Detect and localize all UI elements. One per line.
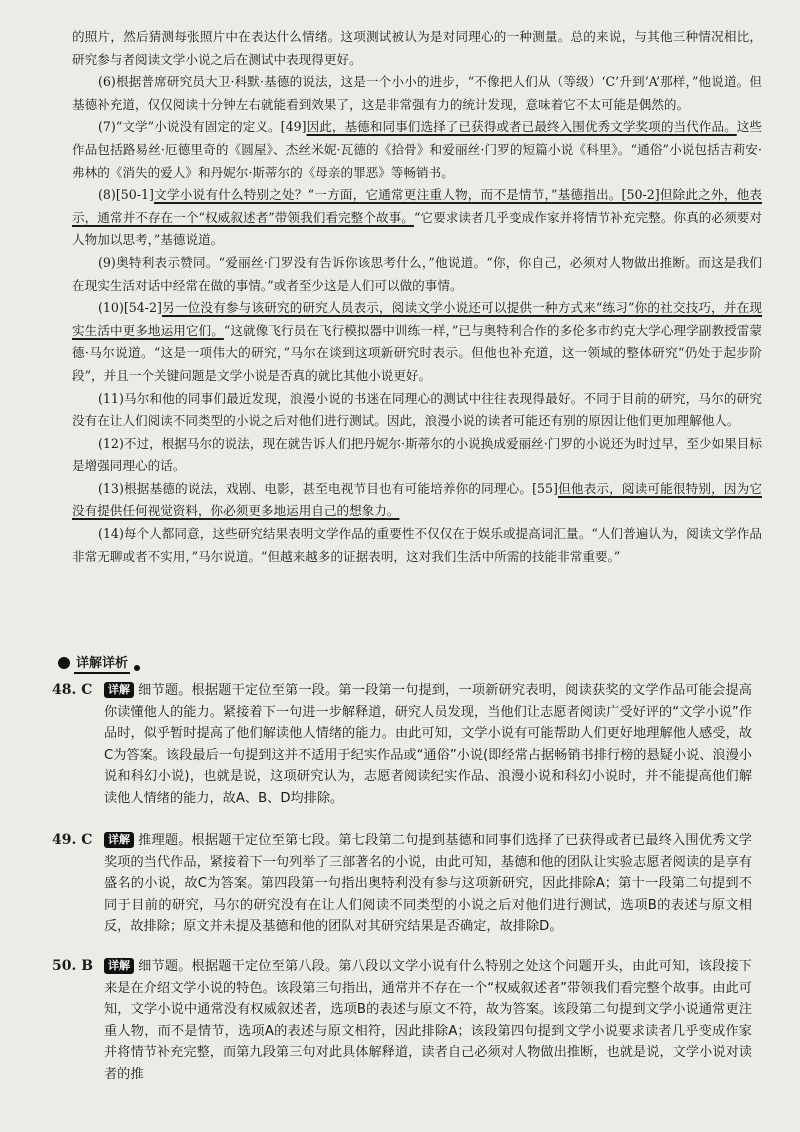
underlined-answer-text: 但他表示，阅读可能很特别，因为它没有提供任何视觉资料，你必须更多地运用自己的想象力。 xyxy=(72,480,762,519)
paragraph-text: (13)根据基德的说法，戏剧、电影，甚至电视节目也有可能培养你的同理心。[55] xyxy=(98,480,558,496)
answer-number: 48. C xyxy=(52,682,93,698)
translation-section xyxy=(72,26,762,568)
paragraph-text: (9)奥特利表示赞同。“爱丽丝·门罗没有告诉你该思考什么，”他说道。“你，你自己，必须对人物做出推断。而这是我们在现实生活对话中经常在做的事情。”或者至少这是人们可以做的事情。 xyxy=(72,254,762,293)
paragraph-11 xyxy=(72,388,762,433)
answer-number: 49. C xyxy=(52,832,93,848)
answer-text: 细节题。根据题干定位至第八段。第八段以文学小说有什么特别之处这个问题开头，由此可知，该段接下来是在介绍文学小说的特色。该段第三句指出，通常并不存在一个“权威叙述者”带领我们看完整个故事。由此可知，文学小说中通常没有权威叙述者，选项B的表述与原文不符，故为答案。该段第二句提到文学小说通常更注重人物，而不是情节，选项A的表述与原文相符，因此排除A；该段第四句提到文学小说要求读者几乎变成作家并将情节补充完整，而第九段第三句对此具体解释道，读者自己必须对人物做出推断，也就是说，文学小说对读者的推 xyxy=(104,959,752,1082)
paragraph-5-end xyxy=(72,26,762,71)
answer-49 xyxy=(52,830,752,938)
underlined-answer-text: 但除此之外，他表示，通常并不存在一个“权威叙述者”带领我们看完整个故事。 xyxy=(72,187,763,225)
section-header: 详解详析 xyxy=(74,652,130,674)
paragraph-text: (11)马尔和他的同事们最近发现，浪漫小说的书迷在同理心的测试中往往表现得最好。不同于目前的研究，马尔的研究没有在让人们阅读不同类型的小说之后对他们进行测试。因此，浪漫小说的读者可能还有别的原因让他们更加理解他人。 xyxy=(72,390,762,429)
paragraph-10 xyxy=(72,297,762,387)
paragraph-text: (6)根据普席研究员大卫·科默·基德的说法，这是一个小小的进步，“不像把人们从（等级）‘C’升到‘A’那样，”他说道。但基德补充道，仅仅阅读十分钟左右就能看到效果了，这是非常强有力的统计发现，意味着它不太可能是偶然的。 xyxy=(72,74,762,112)
explanation-tag: 详解 xyxy=(104,958,134,974)
dot-icon xyxy=(134,665,140,671)
underlined-answer-text: 文学小说有什么特别之处？“一方面，它通常更注重人物，而不是情节，”基德指出。[50-2] xyxy=(153,187,660,203)
explanation-tag: 详解 xyxy=(104,832,134,848)
answer-text: 细节题。根据题干定位至第一段。第一段第一句提到，一项新研究表明，阅读获奖的文学作品可能会提高你读懂他人的能力。紧接着下一句进一步解释道，研究人员发现，当他们让志愿者阅读广受好评的“文学小说”作品时，似乎暂时提高了他们解读他人情绪的能力。由此可知，文学小说有可能帮助人们更好地理解他人感受，故C为答案。该段最后一句提到这并不适用于纪实作品或“通俗”小说(即经常占据畅销书排行榜的悬疑小说、浪漫小说和科幻小说)，也就是说，这项研究认为，志愿者阅读纪实作品、浪漫小说和科幻小说时，并不能提高他们解读他人情绪的能力，故A、B、D均排除。 xyxy=(104,683,752,806)
paragraph-text: (8)[50-1] xyxy=(98,187,154,203)
paragraph-text: “它要求读者几乎变成作家并将情节补充完整。你真的必须要对人物加以思考，”基德说道。 xyxy=(72,209,762,248)
paragraph-text: (10)[54-2] xyxy=(98,300,162,316)
paragraph-7 xyxy=(72,116,762,184)
paragraph-text: (7)“文学”小说没有固定的定义。[49] xyxy=(98,119,307,135)
paragraph-14 xyxy=(72,523,762,568)
paragraph-text: (14)每个人都同意，这些研究结果表明文学作品的重要性不仅仅在于娱乐或提高词汇量。“人们普遍认为，阅读文学作品非常无聊或者不实用，”马尔说道。“但越来越多的证据表明，这对我们生活中所需的技能非常重要。” xyxy=(72,526,762,564)
explanation-tag: 详解 xyxy=(104,682,134,698)
answer-number: 50. B xyxy=(52,958,94,974)
answer-body xyxy=(104,956,752,1086)
paragraph-9 xyxy=(72,252,762,297)
section-header-badge xyxy=(58,652,140,674)
paragraph-6 xyxy=(72,71,762,116)
paragraph-text: 的照片，然后猜测每张照片中在表达什么情绪。这项测试被认为是对同理心的一种测量。总的来说，与其他三种情况相比，研究参与者阅读文学小说之后在测试中表现得更好。 xyxy=(72,29,762,67)
paragraph-8 xyxy=(72,184,762,252)
bullet-icon xyxy=(58,657,70,669)
paragraph-12 xyxy=(72,433,762,478)
answer-body xyxy=(104,830,752,938)
underlined-answer-text: 因此，基德和同事们选择了已获得或者已最终入围优秀文学奖项的当代作品。 xyxy=(306,119,737,135)
answer-body xyxy=(104,680,752,810)
paragraph-text: (12)不过，根据马尔的说法，现在就告诉人们把丹妮尔·斯蒂尔的小说换成爱丽丝·门罗的小说还为时过早，至少如果目标是增强同理心的话。 xyxy=(72,435,762,474)
answer-50 xyxy=(52,956,752,1086)
paragraph-text: “这就像飞行员在飞行模拟器中训练一样，”已与奥特利合作的多伦多市约克大学心理学副教授雷蒙德·马尔说道。“这是一项伟大的研究，”马尔在谈到这项新研究时表示。但他也补充道，这一领域的整体研究“仍处于起步阶段”，并且一个关键问题是文学小说是否真的就比其他小说更好。 xyxy=(72,322,763,383)
answer-48 xyxy=(52,680,752,810)
underlined-answer-text: 另一位没有参与该研究的研究人员表示，阅读文学小说还可以提供一种方式来“练习”你的社交技巧，并在现实生活中更多地运用它们。 xyxy=(72,300,762,338)
paragraph-13 xyxy=(72,478,762,523)
paragraph-text: 这些作品包括路易丝·厄德里奇的《圆屋》、杰丝米妮·瓦德的《拾骨》和爱丽丝·门罗的短篇小说《科里》。“通俗”小说包括吉莉安·弗林的《消失的爱人》和丹妮尔·斯蒂尔的《母亲的罪恶》等畅销书。 xyxy=(72,119,762,180)
answer-text: 推理题。根据题干定位至第七段。第七段第二句提到基德和同事们选择了已获得或者已最终入围优秀文学奖项的当代作品，紧接着下一句列举了三部著名的小说，由此可知，基德和他的团队让实验志愿者阅读的是享有盛名的小说，故C为答案。第四段第一句指出奥特利没有参与这项新研究，因此排除A；第十一段第二句提到不同于目前的研究，马尔的研究没有在让人们阅读不同类型的小说之后对他们进行测试，选项B的表述与原文相反，故排除；原文并未提及基德和他的团队对其研究结果是否确定，故排除D。 xyxy=(104,833,752,935)
